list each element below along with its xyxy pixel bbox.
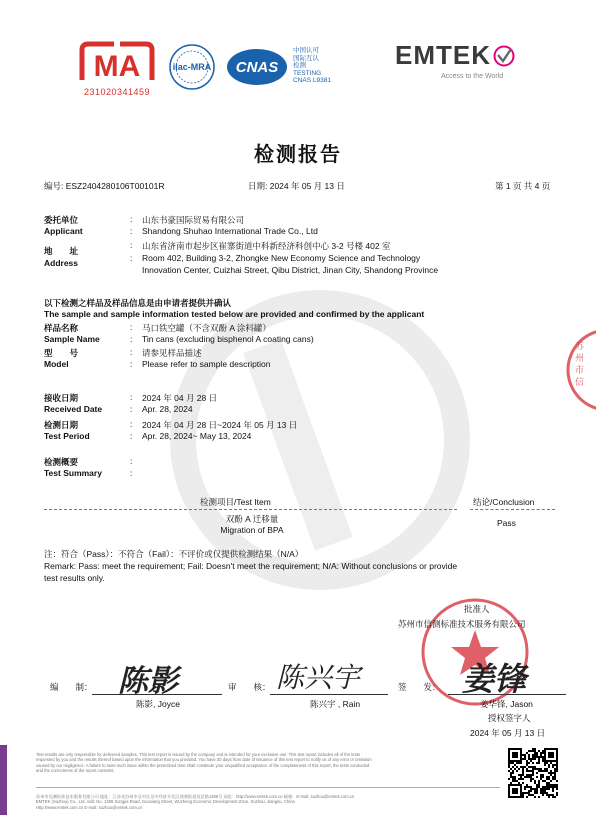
footer-address-zh: 苏州市信测标准技术服务有限公司 地址：江苏省苏州市吴中区吴中经济开发区郭巷街道双浜路1388号 网址：http://www.emtek.com.cn 邮箱：E-mail: suzhou@emtek.com.cn (36, 794, 355, 799)
issue-date: 2024 年 05 月 13 日 (470, 728, 546, 738)
colon: : (130, 253, 133, 263)
address-value-en-2: Innovation Center, Cuizhai Street, Qibu District, Jinan City, Shandong Province (142, 265, 439, 275)
row-result: Pass (497, 518, 516, 528)
sample-name-label-en: Sample Name (44, 334, 100, 344)
page-indicator: 第 1 页 共 4 页 (495, 181, 551, 191)
qr-code (508, 748, 558, 798)
colon: : (130, 456, 133, 466)
sample-name-value-en: Tin cans (excluding bisphenol A coating cans) (142, 334, 314, 344)
cnas-en-1: TESTING (293, 69, 322, 77)
applicant-label-en: Applicant (44, 226, 83, 236)
colon: : (130, 347, 133, 357)
summary-label-en: Test Summary (44, 468, 102, 478)
footer-rule (36, 787, 500, 788)
colon: : (130, 214, 133, 224)
sample-name-label-zh: 样品名称 (44, 323, 79, 333)
company-name: 苏州市信测标准技术服务有限公司 (398, 619, 526, 629)
notes-en-1: Remark: Pass: meet the requirement; Fail: Doesn't meet the requirement; N/A: Without conclusions or provide (44, 561, 458, 571)
issuer-label: 签 发： (398, 682, 441, 692)
applicant-label-zh: 委托单位 (44, 215, 79, 225)
sample-intro-zh: 以下检测之样品及样品信息是由申请者提供并确认 (44, 298, 232, 308)
address-label-zh: 地 址 (44, 246, 79, 256)
cnas-text: CNAS (235, 59, 279, 76)
colon: : (130, 334, 133, 344)
brand-name: EMTEK (395, 40, 491, 70)
report-number: 编号: ESZ2404280106T00101R (44, 181, 165, 191)
table-divider (470, 509, 555, 510)
reviewer-signature: 陈兴宇 (276, 661, 361, 694)
address-label-en: Address (44, 258, 79, 268)
colon: : (130, 392, 133, 402)
cma-number: 231020341459 (83, 87, 151, 97)
cnas-cn-3: 检测 (293, 62, 306, 70)
report-date: 日期: 2024 年 05 月 13 日 (248, 181, 345, 191)
received-label-en: Received Date (44, 404, 103, 414)
colon: : (130, 322, 133, 332)
reviewer-name: 陈兴宇 , Rain (310, 699, 361, 709)
editor-label: 编 制： (50, 682, 93, 692)
sample-name-value-zh: 马口铁空罐（不含双酚 A 涂料罐） (142, 323, 271, 333)
editor-name: 陈影, Joyce (136, 699, 180, 709)
period-value-en: Apr. 28, 2024~ May 13, 2024 (142, 431, 252, 441)
period-value-zh: 2024 年 04 月 28 日~2024 年 05 月 13 日 (142, 420, 298, 430)
applicant-value-en: Shandong Shuhao International Trade Co., Ltd (142, 226, 318, 236)
footer-line: requested by you and the results thereof based upon the information that you provided. You have 30 days from date of issuance of this test report to notify us of any error or omission (36, 757, 372, 763)
side-stamp-text: 苏州市信 (575, 341, 585, 387)
notes-zh: 注：符合（Pass）：不符合（Fail）：不评价或仅提供检测结果（N/A） (44, 549, 304, 559)
footer-line: Test results are only responsible for delivered samples. This test report is issued by the company and is intended for your exclusive use. This test report includes all of the tests (36, 752, 361, 757)
address-value-en-1: Room 402, Building 3-2, Zhongke New Economy Science and Technology (142, 253, 421, 263)
period-label-zh: 检测日期 (44, 420, 79, 430)
received-value-zh: 2024 年 04 月 28 日 (142, 393, 218, 403)
cnas-en-2: CNAS L9381 (293, 77, 331, 85)
footer-disclaimer (36, 752, 504, 774)
colon: : (130, 240, 133, 250)
model-label-zh: 型 号 (44, 348, 79, 358)
signature-line (270, 694, 388, 695)
cma-logo (74, 40, 160, 97)
colon: : (130, 404, 133, 414)
received-label-zh: 接收日期 (44, 393, 79, 403)
notes-en-2: test results only. (44, 573, 105, 583)
table-divider (44, 509, 457, 510)
footer-line: caused by our negligence. A failure to raise such issue within the prescribed time shall constitute your unqualified acceptance of the completeness of this report, the tests conducted (36, 762, 370, 768)
ilac-text: ilac-MRA (172, 62, 212, 72)
cnas-cn-1: 中国认可 (293, 47, 319, 54)
colon: : (130, 431, 133, 441)
cnas-caption (293, 47, 331, 85)
applicant-value-zh: 山东书豪国际贸易有限公司 (142, 215, 245, 225)
footer-web: Http://www.emtek.com.cn E-mail: suzhou@emtek.com.cn (36, 804, 143, 810)
colon: : (130, 359, 133, 369)
colon: : (130, 419, 133, 429)
ilac-mra-logo (166, 42, 218, 92)
approver-label: 批准人 (464, 604, 490, 614)
issuer-title: 授权签字人 (488, 713, 531, 723)
brand-tagline: Access to the World (441, 73, 504, 80)
side-color-bar (0, 745, 7, 815)
emtek-logo (395, 40, 545, 86)
reviewer-label: 审 核： (228, 682, 271, 692)
model-label-en: Model (44, 359, 69, 369)
summary-label-zh: 检测概要 (44, 457, 79, 467)
footer-contact (36, 794, 504, 810)
col-header-conclusion: 结论/Conclusion (473, 497, 535, 507)
footer-address-en: EMTEK (Suzhou) Co., Ltd. Add: No. 1388 Songjia Road, Guoxiang Street, Wuzhong Economic Development Zone, Suzhou, Jiangsu, China (36, 799, 295, 805)
colon: : (130, 226, 133, 236)
row-item-zh: 双酚 A 迁移量 (225, 514, 279, 524)
col-header-test-item: 检测项目/Test Item (200, 497, 271, 507)
brand-check-icon (493, 45, 515, 67)
issuer-name: 姜华锋, Jason (480, 699, 533, 709)
issuer-signature: 姜锋 (462, 660, 527, 698)
signature-line (92, 694, 222, 695)
received-value-en: Apr. 28, 2024 (142, 404, 193, 414)
signature-line (448, 694, 566, 695)
cnas-logo (226, 48, 288, 86)
colon: : (130, 468, 133, 478)
cnas-cn-2: 国际互认 (293, 54, 319, 62)
address-value-zh: 山东省济南市起步区崔寨街道中科新经济科创中心 3-2 号楼 402 室 (142, 241, 391, 251)
cma-text: MA (93, 50, 141, 83)
footer-line: and the correctness of the report contents. (36, 768, 115, 774)
period-label-en: Test Period (44, 431, 90, 441)
report-title: 检测报告 (254, 144, 342, 166)
sample-intro-en: The sample and sample information tested below are provided and confirmed by the applicant (44, 309, 425, 319)
row-item-en: Migration of BPA (220, 525, 284, 535)
model-value-en: Please refer to sample description (142, 359, 271, 369)
editor-signature: 陈影 (118, 664, 178, 699)
model-value-zh: 请参见样品描述 (142, 348, 202, 358)
